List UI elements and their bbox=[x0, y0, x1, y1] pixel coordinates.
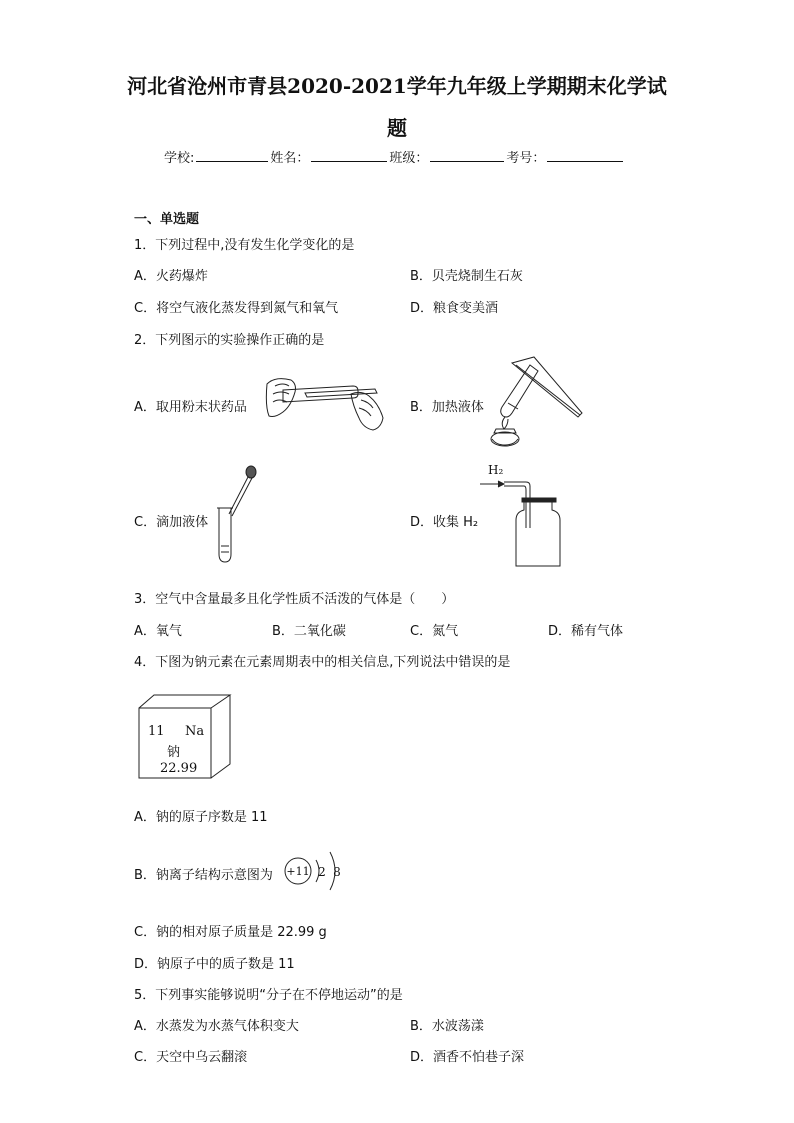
q3-option-d[interactable]: D．稀有气体 bbox=[548, 624, 624, 639]
question-5-stem: 5．下列事实能够说明“分子在不停地运动”的是 bbox=[134, 988, 403, 1003]
q4-option-c[interactable]: C．钠的相对原子质量是 22.99 g bbox=[134, 925, 327, 940]
dropping-liquid-illustration bbox=[205, 462, 263, 566]
q5-option-b[interactable]: B．水波荡漾 bbox=[410, 1019, 484, 1034]
q2-option-a[interactable]: A．取用粉末状药品 bbox=[134, 400, 247, 415]
number-field[interactable] bbox=[547, 148, 623, 162]
q2-option-d[interactable]: D．收集 H₂ bbox=[410, 515, 479, 530]
student-info-line bbox=[164, 147, 625, 166]
q5-option-a[interactable]: A．水蒸发为水蒸气体积变大 bbox=[134, 1019, 299, 1034]
q2-option-b[interactable]: B．加热液体 bbox=[410, 400, 484, 415]
page-title bbox=[0, 70, 794, 99]
page-title-line-2 bbox=[0, 112, 794, 141]
collect-h2-illustration bbox=[478, 462, 562, 570]
school-label: 学校: bbox=[164, 151, 195, 166]
ion-nucleus-charge: +11 bbox=[286, 865, 310, 878]
title-line-1: 河北省沧州市青县2020-2021学年九年级上学期期末化学试 bbox=[127, 74, 667, 98]
name-field[interactable] bbox=[311, 148, 387, 162]
q5-option-d[interactable]: D．酒香不怕巷子深 bbox=[410, 1050, 525, 1065]
element-atomic-mass: 22.99 bbox=[160, 761, 198, 776]
heating-liquid-illustration bbox=[486, 355, 588, 447]
school-field[interactable] bbox=[196, 148, 268, 162]
q1-option-c[interactable]: C．将空气液化蒸发得到氮气和氧气 bbox=[134, 301, 339, 316]
q5-option-c[interactable]: C．天空中乌云翻滚 bbox=[134, 1050, 248, 1065]
q4-option-a[interactable]: A．钠的原子序数是 11 bbox=[134, 810, 268, 825]
section-heading: 一、单选题 bbox=[134, 212, 200, 227]
element-symbol: Na bbox=[185, 724, 205, 739]
class-field[interactable] bbox=[430, 148, 504, 162]
question-3-stem: 3．空气中含量最多且化学性质不活泼的气体是（ ） bbox=[134, 592, 455, 607]
element-name: 钠 bbox=[167, 745, 181, 760]
question-1-stem: 1．下列过程中,没有发生化学变化的是 bbox=[134, 238, 355, 253]
q4-option-d[interactable]: D．钠原子中的质子数是 11 bbox=[134, 957, 295, 972]
q1-option-a[interactable]: A．火药爆炸 bbox=[134, 269, 208, 284]
q1-option-d[interactable]: D．粮食变美酒 bbox=[410, 301, 499, 316]
q3-option-b[interactable]: B．二氧化碳 bbox=[272, 624, 346, 639]
title-line-2: 题 bbox=[387, 116, 407, 140]
sodium-ion-structure-diagram bbox=[282, 848, 354, 894]
class-label: 班级： bbox=[389, 151, 429, 166]
name-label: 姓名： bbox=[270, 151, 310, 166]
q1-option-b[interactable]: B．贝壳烧制生石灰 bbox=[410, 269, 523, 284]
ion-shell-1: 2 bbox=[318, 865, 326, 879]
q3-option-a[interactable]: A．氧气 bbox=[134, 624, 182, 639]
q4-option-b[interactable]: B．钠离子结构示意图为 bbox=[134, 868, 273, 883]
question-2-stem: 2．下列图示的实验操作正确的是 bbox=[134, 333, 325, 348]
q2-option-c[interactable]: C．滴加液体 bbox=[134, 515, 209, 530]
ion-shell-2: 8 bbox=[333, 865, 341, 879]
q3-option-c[interactable]: C．氮气 bbox=[410, 624, 459, 639]
number-label: 考号： bbox=[506, 151, 546, 166]
question-4-stem: 4．下图为钠元素在元素周期表中的相关信息,下列说法中错误的是 bbox=[134, 655, 511, 670]
element-atomic-number: 11 bbox=[148, 724, 165, 739]
h2-label: H₂ bbox=[488, 463, 504, 477]
powder-transfer-illustration bbox=[265, 372, 387, 432]
